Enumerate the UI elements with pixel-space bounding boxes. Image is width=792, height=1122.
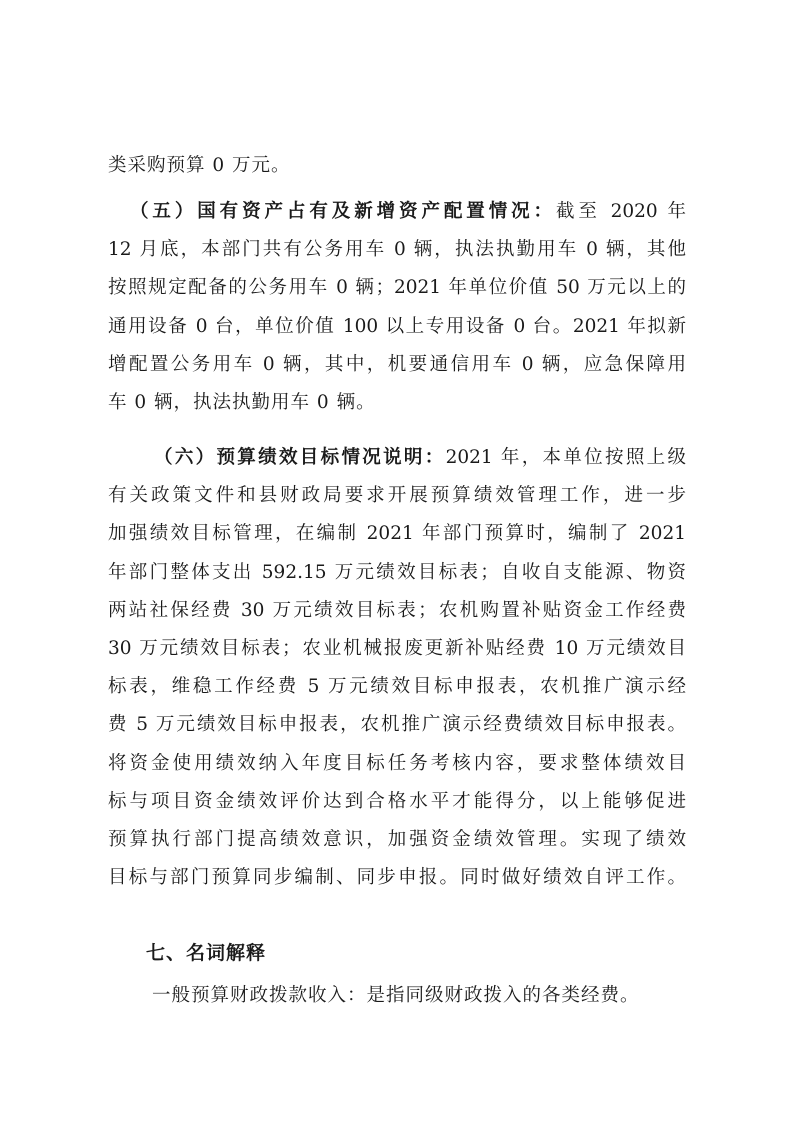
section-7-heading: 七、名词解释 bbox=[146, 942, 267, 964]
glossary-entry: 一般预算财政拨款收入：是指同级财政拨入的各类经费。 bbox=[152, 985, 640, 1006]
section-5-title: （五）国有资产占有及新增资产配置情况： bbox=[130, 201, 556, 222]
text-line: 有关政策文件和县财政局要求开展预算绩效管理工作，进一步 bbox=[108, 485, 686, 507]
text-line: 加强绩效目标管理，在编制 2021 年部门预算时，编制了 2021 bbox=[108, 523, 686, 545]
text-line: 截至 2020 年 bbox=[555, 201, 686, 222]
text-line: 12 月底，本部门共有公务用车 0 辆，执法执勤用车 0 辆，其他 bbox=[108, 239, 686, 261]
section-6-paragraph bbox=[108, 439, 686, 897]
section-6-title: （六）预算绩效目标情况说明： bbox=[154, 447, 446, 468]
text-line: 年部门整体支出 592.15 万元绩效目标表；自收自支能源、物资 bbox=[108, 561, 686, 583]
text-line: 通用设备 0 台，单位价值 100 以上专用设备 0 台。2021 年拟新 bbox=[108, 315, 686, 337]
text-line: 两站社保经费 30 万元绩效目标表；农机购置补贴资金工作经费 bbox=[108, 599, 686, 621]
text-line: 将资金使用绩效纳入年度目标任务考核内容，要求整体绩效目 bbox=[108, 752, 686, 774]
text-line: 增配置公务用车 0 辆，其中，机要通信用车 0 辆，应急保障用 bbox=[108, 353, 686, 375]
text-line: 车 0 辆，执法执勤用车 0 辆。 bbox=[108, 391, 376, 413]
text-line: 预算执行部门提高绩效意识，加强资金绩效管理。实现了绩效 bbox=[108, 828, 686, 850]
text-line: 类采购预算 0 万元。 bbox=[108, 155, 291, 176]
section-5-first-line bbox=[108, 193, 686, 231]
text-line: 2021 年，本单位按照上级 bbox=[445, 447, 686, 468]
text-line: 按照规定配备的公务用车 0 辆；2021 年单位价值 50 万元以上的 bbox=[108, 277, 686, 299]
continuation-paragraph bbox=[108, 147, 686, 185]
section-6-first-line bbox=[108, 439, 686, 477]
text-line: 标表，维稳工作经费 5 万元绩效目标申报表，农机推广演示经 bbox=[108, 676, 686, 698]
text-line: 费 5 万元绩效目标申报表，农机推广演示经费绩效目标申报表。 bbox=[108, 714, 686, 736]
section-5-paragraph bbox=[108, 193, 686, 422]
text-line: 目标与部门预算同步编制、同步申报。同时做好绩效自评工作。 bbox=[108, 867, 686, 889]
text-line: 标与项目资金绩效评价达到合格水平才能得分，以上能够促进 bbox=[108, 790, 686, 812]
text-line: 30 万元绩效目标表；农业机械报废更新补贴经费 10 万元绩效目 bbox=[108, 637, 686, 659]
